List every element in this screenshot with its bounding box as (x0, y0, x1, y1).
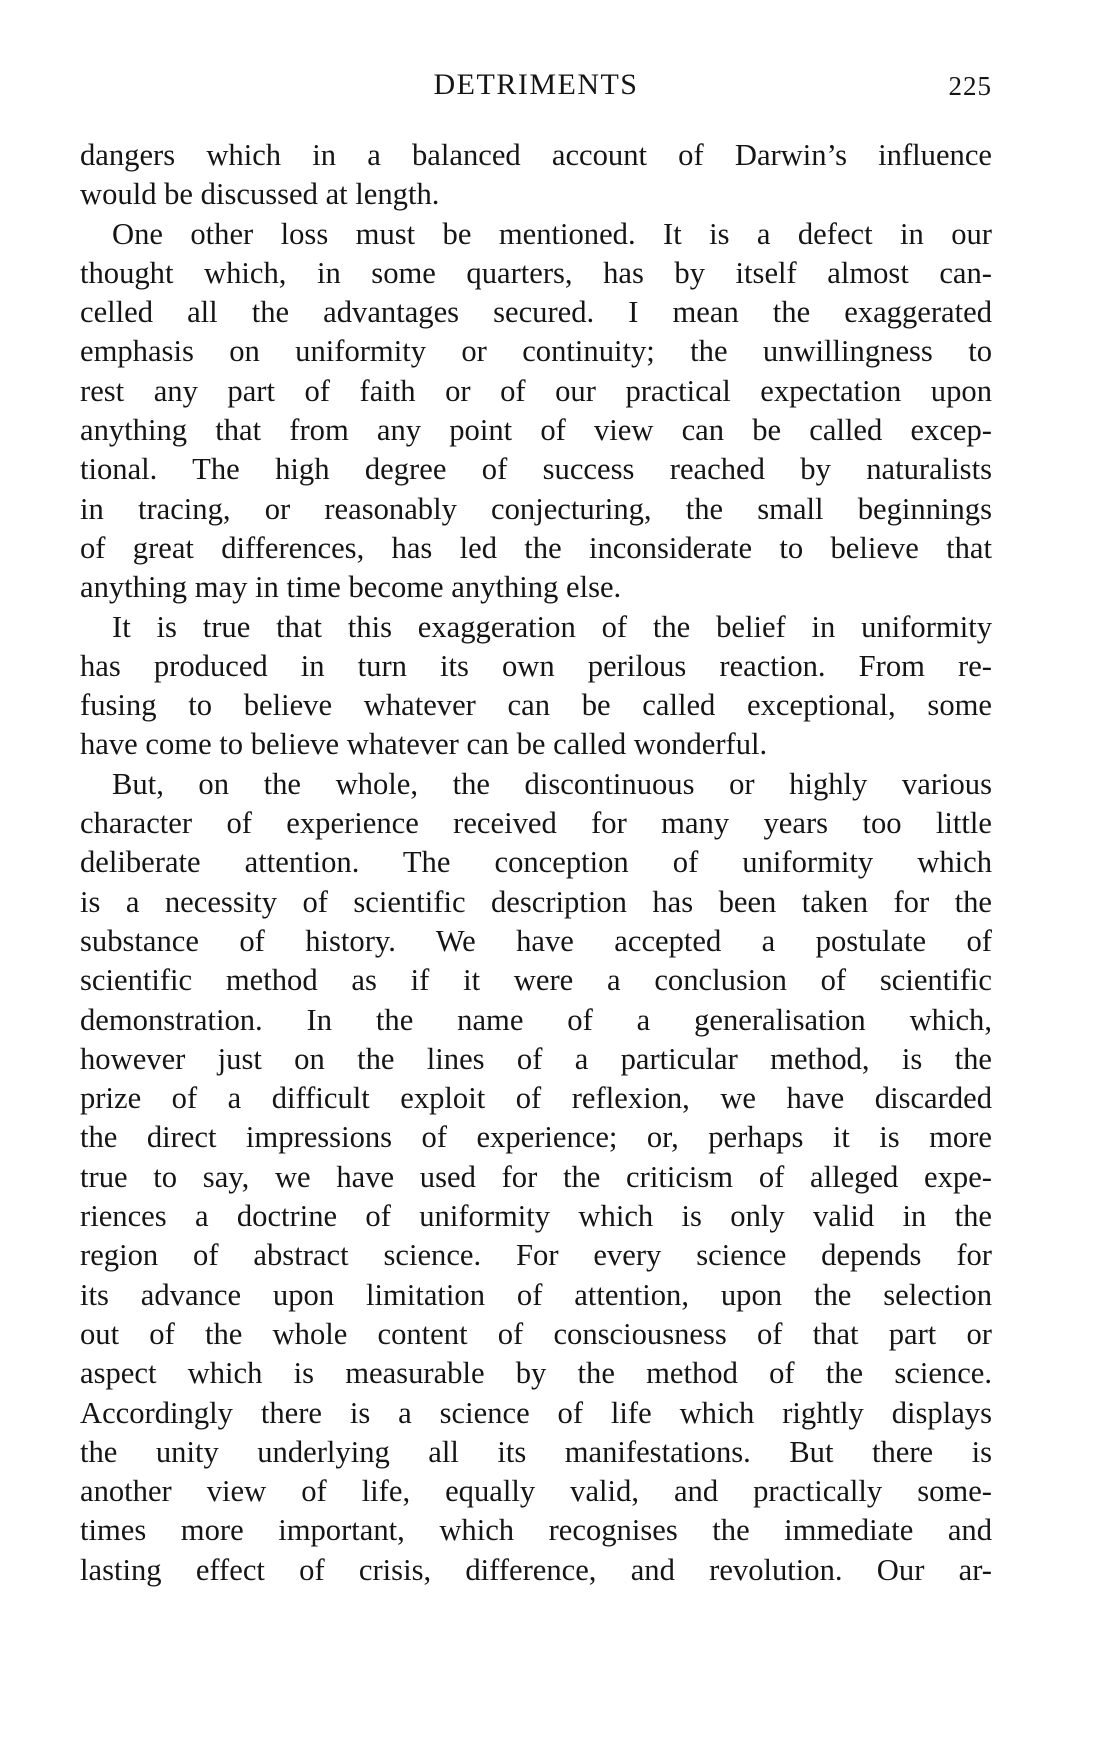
text-line: emphasis on uniformity or continuity; the unwillingness to (80, 334, 992, 369)
running-head (80, 68, 992, 108)
text-line: scientific method as if it were a conclusion of scientific (80, 963, 992, 998)
text-line: the unity underlying all its manifestations. But there is (80, 1434, 992, 1469)
text-line: the direct impressions of experience; or, perhaps it is more (80, 1120, 992, 1155)
text-line: times more important, which recognises the immediate and (80, 1513, 992, 1548)
text-line: of great differences, has led the inconsiderate to believe that (80, 530, 992, 565)
text-line: fusing to believe whatever can be called exceptional, some (80, 688, 992, 723)
text-line: thought which, in some quarters, has by itself almost can- (80, 255, 992, 290)
text-line: true to say, we have used for the criticism of alleged expe- (80, 1159, 992, 1194)
text-line: One other loss must be mentioned. It is a defect in our (112, 216, 992, 251)
page-number: 225 (948, 71, 992, 101)
text-line: however just on the lines of a particular method, is the (80, 1041, 992, 1076)
text-line: anything may in time become anything else. (80, 570, 622, 605)
text-line: substance of history. We have accepted a postulate of (80, 923, 992, 958)
text-line: is a necessity of scientific description has been taken for the (80, 884, 992, 919)
text-line: riences a doctrine of uniformity which is only valid in the (80, 1199, 992, 1234)
text-line: demonstration. In the name of a generalisation which, (80, 1002, 992, 1037)
text-line: character of experience received for many years too little (80, 806, 992, 841)
text-line: deliberate attention. The conception of uniformity which (80, 845, 992, 880)
text-line: tional. The high degree of success reached by naturalists (80, 452, 992, 487)
text-line: aspect which is measurable by the method of the science. (80, 1356, 992, 1391)
body-text (80, 136, 992, 1590)
running-title: DETRIMENTS (433, 68, 639, 101)
text-line: But, on the whole, the discontinuous or highly various (112, 766, 992, 801)
text-line: its advance upon limitation of attention, upon the selection (80, 1277, 992, 1312)
text-line: anything that from any point of view can be called excep- (80, 413, 992, 448)
text-line: have come to believe whatever can be called wonderful. (80, 727, 768, 762)
text-line: Accordingly there is a science of life which rightly displays (80, 1395, 992, 1430)
text-line: out of the whole content of consciousness of that part or (80, 1316, 992, 1351)
text-line: rest any part of faith or of our practical expectation upon (80, 373, 992, 408)
text-line: in tracing, or reasonably conjecturing, the small beginnings (80, 491, 992, 526)
text-line: has produced in turn its own perilous reaction. From re- (80, 648, 992, 683)
text-line: dangers which in a balanced account of Darwin’s influence (80, 138, 992, 172)
text-line: celled all the advantages secured. I mean the exaggerated (80, 295, 992, 330)
text-line: prize of a difficult exploit of reflexion, we have discarded (80, 1081, 992, 1116)
text-line: region of abstract science. For every science depends for (80, 1238, 992, 1273)
text-line: It is true that this exaggeration of the belief in uniformity (112, 609, 992, 644)
text-line: would be discussed at length. (80, 177, 440, 212)
text-line: lasting effect of crisis, difference, and revolution. Our ar- (80, 1552, 992, 1587)
text-line: another view of life, equally valid, and practically some- (80, 1474, 992, 1509)
